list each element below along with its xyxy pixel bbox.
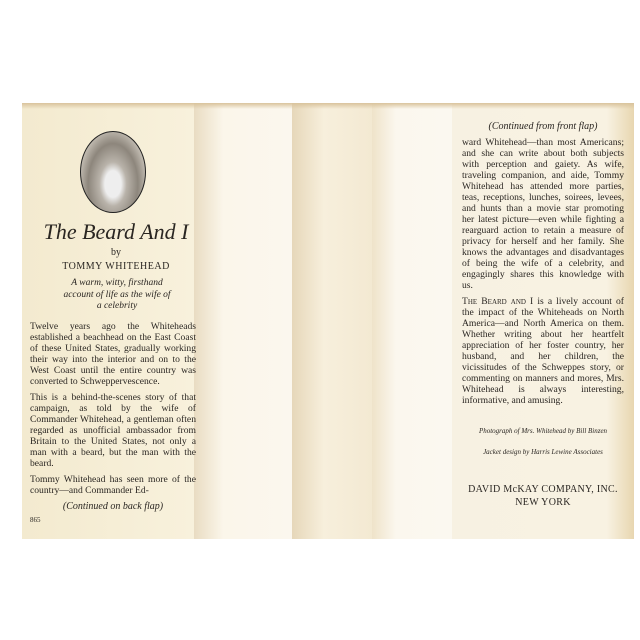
front-flap-paragraph: Tommy Whitehead has seen more of the country—and Commander Ed- [30,474,196,496]
by-line: by [111,247,121,258]
front-flap-paragraph: Twelve years ago the Whiteheads established a beachhead on the East Coast of these United States, gradually working their way into the interior and on to the West Coast until the entire country was converted to Schweppervescence. [30,321,196,387]
front-flap-text [30,321,196,525]
worn-edge [22,103,634,109]
continued-note: (Continued on back flap) [62,501,164,512]
continued-note: (Continued from front flap) [488,121,598,132]
publisher-city: NEW YORK [515,497,571,508]
paragraph-text: is a lively account of the impact of the Whiteheads on North America—and North America on them. Whether writing about her heartfelt appreciation of her foster country, her husband, and her children, the vicissitudes of the Schweppes story, or commenting on manners and mores, Mrs. Whitehead is always interesting, informative, and amusing. [462,296,625,406]
book-dust-jacket [22,103,634,539]
photo-credit: Photograph of Mrs. Whitehead by Bill Binzen [478,427,608,435]
book-title: The Beard And I [43,219,189,244]
spine-inside [292,103,372,539]
tagline: A warm, witty, firsthand account of life as the wife of a celebrity [63,278,171,311]
front-flap-paragraph: This is a behind-the-scenes story of that campaign, as told by the wife of Commander Whitehead, a gentleman often regarded as unofficial ambassador from Britain to the United States, not only a man with a beard, but the man with the beard. [30,392,196,469]
front-panel-inside [194,103,292,539]
author-portrait [80,131,146,213]
back-flap-paragraph [462,296,624,406]
design-credit: Jacket design by Harris Lewine Associates [483,448,603,456]
book-title-inline: The Beard and I [462,296,534,307]
back-panel-inside [372,103,452,539]
back-flap-text [462,121,624,509]
publisher: DAVID McKAY COMPANY, INC. [468,484,618,495]
author-name: TOMMY WHITEHEAD [62,261,170,272]
back-flap-paragraph: ward Whitehead—than most Americans; and she can write about both subjects with perception and gaiety. As wife, traveling companion, and aide, Tommy Whitehead has attended more parties, teas, receptions, lunches, soirees, levees, and hunts than a movie star promoting her latest picture—even while fighting a rearguard action to retain a measure of privacy for herself and her family. She knows the advantages and disadvantages of being the wife of a celebrity, and engagingly shares this knowledge with us. [462,137,624,291]
price-code: 865 [30,516,41,524]
